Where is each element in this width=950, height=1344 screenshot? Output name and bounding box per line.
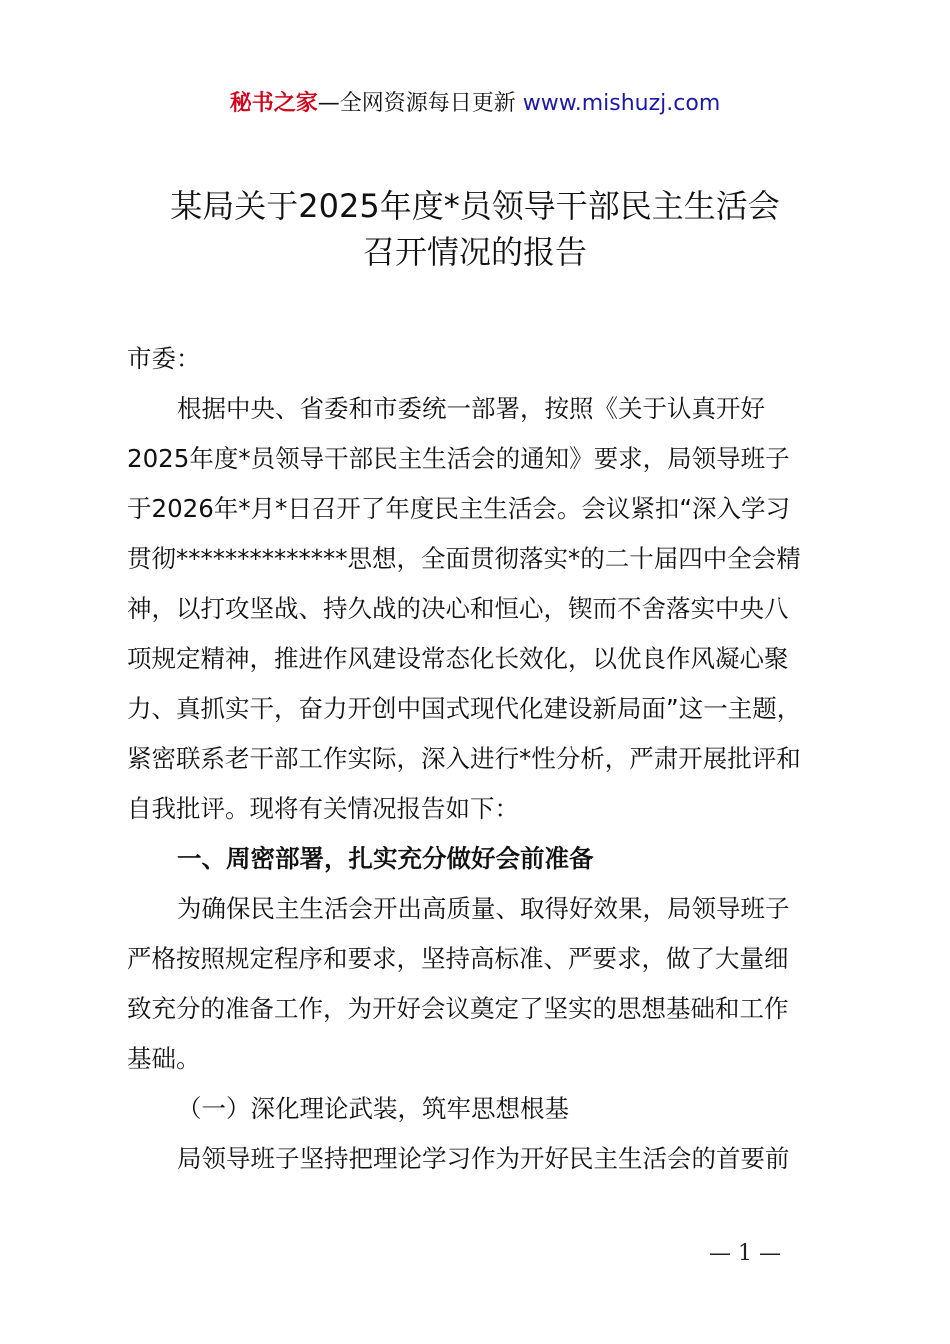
paragraph-2 bbox=[127, 884, 837, 1084]
paragraph-line: 紧密联系老干部工作实际，深入进行*性分析，严肃开展批评和 bbox=[127, 744, 801, 773]
brand-name: 秘书之家 bbox=[229, 91, 318, 116]
title-line-2: 召开情况的报告 bbox=[362, 233, 587, 271]
paragraph-3 bbox=[127, 1134, 837, 1184]
page-number: — 1 — bbox=[709, 1241, 781, 1266]
paragraph-line: 贯彻**************思想，全面贯彻落实*的二十届四中全会精 bbox=[127, 544, 801, 573]
paragraph-1 bbox=[127, 384, 837, 834]
subsection-heading-1: （一）深化理论武装，筑牢思想根基 bbox=[177, 1094, 569, 1123]
document-body bbox=[127, 334, 837, 1184]
title-line-1: 某局关于2025年度*员领导干部民主生活会 bbox=[170, 187, 780, 225]
paragraph-line: 致充分的准备工作，为开好会议奠定了坚实的思想基础和工作 bbox=[127, 994, 789, 1023]
paragraph-line: 2025年度*员领导干部民主生活会的通知》要求，局领导班子 bbox=[127, 444, 790, 473]
site-header bbox=[0, 88, 950, 120]
document-title bbox=[0, 183, 950, 275]
paragraph-line: 为确保民主生活会开出高质量、取得好效果，局领导班子 bbox=[177, 894, 790, 923]
paragraph-line: 根据中央、省委和市委统一部署，按照《关于认真开好 bbox=[177, 394, 765, 423]
salutation: 市委： bbox=[127, 344, 201, 373]
paragraph-line: 严格按照规定程序和要求，坚持高标准、严要求，做了大量细 bbox=[127, 944, 789, 973]
paragraph-line: 项规定精神，推进作风建设常态化长效化，以优良作风凝心聚 bbox=[127, 644, 789, 673]
section-heading-1: 一、周密部署，扎实充分做好会前准备 bbox=[177, 844, 594, 873]
paragraph-line: 神，以打攻坚战、持久战的决心和恒心，锲而不舍落实中央八 bbox=[127, 594, 789, 623]
paragraph-line: 局领导班子坚持把理论学习作为开好民主生活会的首要前 bbox=[177, 1144, 790, 1173]
header-tagline: —全网资源每日更新 bbox=[317, 91, 523, 116]
paragraph-line: 自我批评。现将有关情况报告如下： bbox=[127, 794, 519, 823]
paragraph-line: 基础。 bbox=[127, 1044, 201, 1073]
paragraph-line: 于2026年*月*日召开了年度民主生活会。会议紧扣“深入学习 bbox=[127, 494, 791, 523]
site-url-link[interactable]: www.mishuzj.com bbox=[522, 91, 721, 116]
paragraph-line: 力、真抓实干，奋力开创中国式现代化建设新局面”这一主题， bbox=[127, 694, 802, 723]
